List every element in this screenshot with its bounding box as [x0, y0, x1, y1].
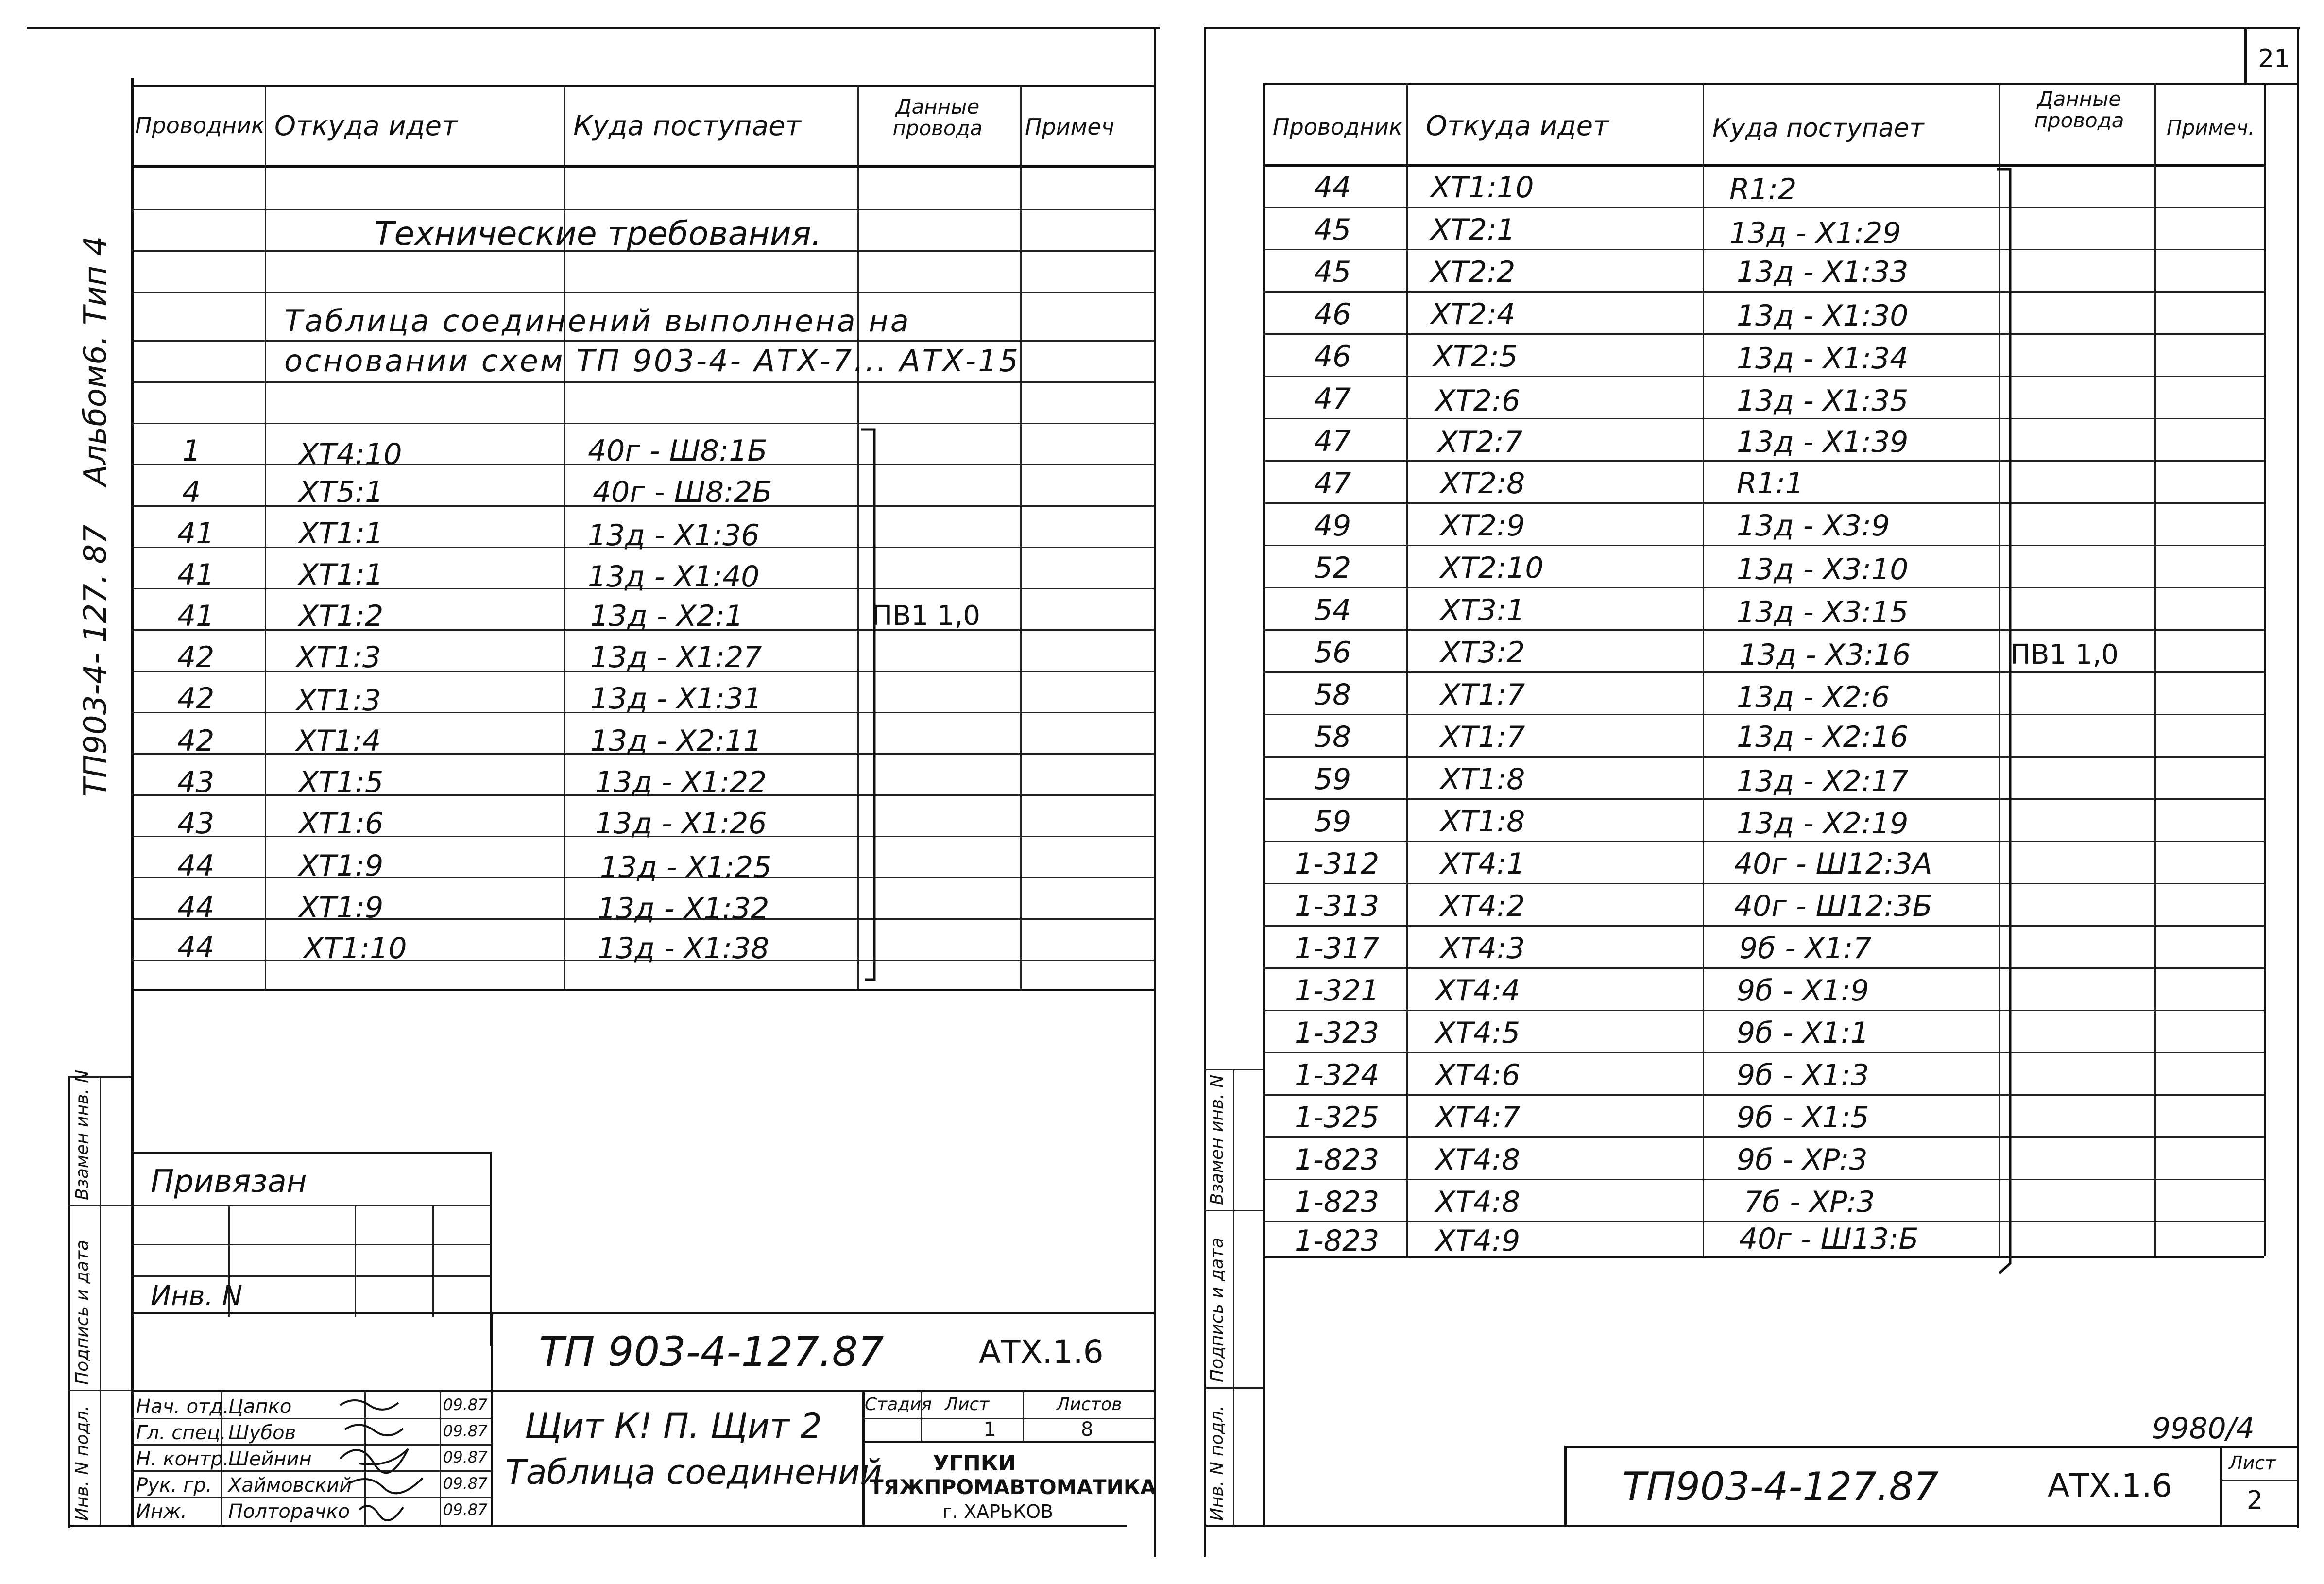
table-row-cell: 4 [182, 475, 201, 509]
table-row-cell: 42 [177, 682, 215, 716]
table-row-cell: XT1:5 [299, 765, 384, 799]
right-col-header-wire-data: Данные провода [2034, 87, 2124, 133]
table-row-cell: 1-823 [1295, 1185, 1380, 1219]
left-col-header-conductor: Проводник [135, 112, 265, 138]
left-note-line1: Таблица соединений выполнена на [284, 303, 911, 339]
table-row-cell: 13д - X2:6 [1737, 680, 1890, 714]
table-row-cell: XT1:4 [296, 724, 381, 758]
table-row-cell: XT3:1 [1440, 593, 1525, 627]
table-row-cell: 7б - XP:3 [1744, 1185, 1875, 1219]
sign-date: 09.87 [443, 1474, 488, 1493]
table-row-cell: XT2:4 [1431, 297, 1516, 331]
right-stamp-label-repl: Взамен инв. N [1207, 1074, 1227, 1205]
org-line2: ТЯЖПРОМАВТОМАТИКА [870, 1475, 1156, 1499]
table-row-cell: 46 [1314, 340, 1351, 374]
right-col-header-to: Куда поступает [1712, 114, 1924, 143]
right-wire-bracket [1996, 165, 2025, 1283]
right-stamp-label-inv: Инв. N подл. [1207, 1405, 1227, 1521]
table-row-cell: 44 [177, 849, 215, 883]
left-frame-inner [131, 78, 134, 1526]
sign-date: 09.87 [443, 1500, 488, 1519]
table-row-cell: XT4:1 [1440, 847, 1525, 881]
table-row-cell: 1-325 [1295, 1101, 1380, 1135]
table-row-cell: 13д - X1:33 [1737, 255, 1909, 289]
table-row-cell: XT1:2 [299, 599, 384, 633]
table-row-cell: 1-823 [1295, 1143, 1380, 1177]
table-row-cell: XT1:3 [296, 684, 381, 718]
right-list-label: Лист [2229, 1452, 2276, 1474]
table-row-cell: 13д - X3:16 [1739, 638, 1911, 672]
left-side-code: ТП903-4- 127. 87 [78, 524, 114, 797]
left-frame-right [1154, 27, 1156, 1557]
table-row-cell: XT2:10 [1440, 551, 1544, 585]
table-row-cell: 44 [1314, 171, 1351, 205]
table-row-cell: 13д - X1:22 [595, 765, 767, 799]
sign-date: 09.87 [443, 1422, 488, 1440]
table-row-cell: XT2:7 [1438, 425, 1523, 459]
table-row-cell: 9б - X1:3 [1737, 1058, 1869, 1092]
table-row-cell: XT4:2 [1440, 889, 1525, 923]
right-frame-inner [1263, 83, 1265, 1526]
table-row-cell: 1-323 [1295, 1016, 1380, 1050]
table-row-cell: XT1:8 [1440, 805, 1525, 839]
left-requirements-title: Технические требования. [374, 215, 822, 253]
right-frame-bottom [1204, 1525, 2299, 1527]
table-row-cell: 13д - X1:34 [1737, 342, 1909, 376]
table-row-cell: 13д - X1:35 [1737, 384, 1909, 418]
table-row-cell: XT4:9 [1435, 1224, 1521, 1258]
right-list-number: 2 [2247, 1486, 2263, 1515]
sign-role: Гл. спец. [136, 1422, 226, 1444]
table-row-cell: 46 [1314, 297, 1351, 331]
table-row-cell: XT1:7 [1440, 720, 1525, 754]
table-row-cell: 13д - X1:36 [588, 518, 760, 552]
table-row-cell: 49 [1314, 509, 1351, 543]
table-row-cell: 9б - XP:3 [1737, 1143, 1868, 1177]
left-stamp-strip-left [68, 1076, 70, 1528]
left-title-line2: Таблица соединений [505, 1452, 882, 1492]
left-stamp-strip-mid [100, 1076, 101, 1525]
table-row-cell: XT4:7 [1435, 1101, 1521, 1135]
sign-role: Рук. гр. [136, 1474, 212, 1497]
table-row-cell: XT1:1 [299, 517, 384, 551]
left-doc-suffix: АТХ.1.6 [979, 1333, 1104, 1371]
sign-name: Шубов [228, 1422, 296, 1444]
table-row-cell: 40г - Ш12:3Б [1734, 889, 1932, 923]
right-doc-code: ТП903-4-127.87 [1623, 1464, 1939, 1509]
table-row-cell: XT1:6 [299, 807, 384, 841]
table-row-cell: 1-321 [1295, 974, 1380, 1008]
table-row-cell: 13д - X1:30 [1737, 299, 1909, 333]
left-wire-bracket [860, 428, 889, 981]
table-row-cell: 40г - Ш8:1Б [588, 434, 768, 468]
table-row-cell: 13д - X1:25 [600, 850, 772, 884]
table-row-cell: 1-317 [1295, 931, 1380, 965]
table-row-cell: 13д - X2:19 [1737, 807, 1909, 841]
archive-number: 9980/4 [2152, 1412, 2255, 1446]
table-row-cell: XT4:4 [1435, 974, 1521, 1008]
table-row-cell: 13д - X2:11 [590, 724, 762, 758]
sign-name: Хаймовский [228, 1474, 352, 1497]
table-row-cell: 42 [177, 640, 215, 674]
sheet-number: 1 [984, 1418, 996, 1441]
table-row-cell: 43 [177, 765, 215, 799]
table-row-cell: R1:2 [1729, 172, 1797, 207]
privyazan-label: Привязан [151, 1164, 307, 1200]
right-frame-right [2297, 27, 2299, 1528]
inv-label: Инв. N [151, 1280, 242, 1312]
sheet-header: Лист [945, 1395, 990, 1414]
sign-role: Инж. [136, 1500, 187, 1523]
org-city: г. ХАРЬКОВ [942, 1501, 1054, 1522]
table-row-cell: 13д - X1:27 [590, 640, 762, 674]
table-row-cell: XT5:1 [299, 475, 384, 509]
table-row-cell: 47 [1314, 466, 1351, 500]
left-frame-top [27, 27, 1160, 29]
table-row-cell: 9б - X1:1 [1737, 1016, 1869, 1050]
left-doc-code: ТП 903-4-127.87 [539, 1328, 884, 1376]
left-wire-data: ПВ1 1,0 [872, 600, 981, 632]
table-row-cell: XT2:2 [1431, 255, 1516, 289]
left-stamp-label-sign: Подпись и дата [72, 1240, 92, 1385]
right-wire-data: ПВ1 1,0 [2010, 639, 2119, 671]
left-col-header-wire-data: Данные провода [892, 95, 983, 140]
table-row-cell: 59 [1314, 805, 1351, 839]
left-note-line2: основании схем ТП 903-4- АТХ-7... АТХ-15 [284, 343, 1021, 379]
table-row-cell: R1:1 [1737, 466, 1804, 500]
right-doc-suffix: АТХ.1.6 [2048, 1467, 2172, 1504]
table-row-cell: 9б - X1:9 [1737, 974, 1869, 1008]
table-row-cell: 44 [177, 930, 215, 964]
table-row-cell: 1-823 [1295, 1224, 1380, 1258]
table-row-cell: 13д - X3:15 [1737, 595, 1909, 629]
table-row-cell: XT1:7 [1440, 678, 1525, 712]
sign-name: Шейнин [228, 1448, 312, 1470]
signature-scribbles [330, 1391, 437, 1524]
table-row-cell: 1 [182, 434, 201, 468]
table-row-cell: XT2:9 [1440, 509, 1525, 543]
table-row-cell: XT1:9 [299, 891, 384, 925]
table-row-cell: 52 [1314, 551, 1351, 585]
table-row-cell: 40г - Ш13:Б [1739, 1222, 1919, 1256]
table-row-cell: 1-313 [1295, 889, 1380, 923]
table-row-cell: 1-312 [1295, 847, 1380, 881]
table-row-cell: 47 [1314, 382, 1351, 416]
table-row-cell: 54 [1314, 593, 1351, 627]
table-row-cell: XT4:3 [1440, 931, 1525, 965]
left-table-top [131, 85, 1154, 87]
table-row-cell: 41 [177, 517, 215, 551]
table-row-cell: 45 [1314, 255, 1351, 289]
table-row-cell: 13д - X1:38 [598, 931, 769, 965]
table-row-cell: 13д - X3:10 [1737, 552, 1909, 586]
table-row-cell: 13д - X2:16 [1737, 720, 1909, 754]
table-row-cell: 13д - X1:26 [595, 807, 767, 841]
left-stamp-label-repl: Взамен инв. N [72, 1069, 92, 1200]
table-row-cell: 13д - X1:31 [590, 682, 762, 716]
table-row-cell: XT4:10 [299, 437, 402, 471]
table-row-cell: 40г - Ш8:2Б [593, 475, 772, 509]
sign-name: Цапко [228, 1395, 292, 1418]
table-row-cell: 58 [1314, 720, 1351, 754]
right-col-header-conductor: Проводник [1273, 114, 1402, 140]
table-row-cell: 47 [1314, 424, 1351, 458]
table-row-cell: XT2:1 [1431, 213, 1516, 247]
table-row-cell: 13д - X1:40 [588, 560, 760, 594]
table-row-cell: XT4:6 [1435, 1058, 1521, 1092]
table-row-cell: 1-324 [1295, 1058, 1380, 1092]
sign-date: 09.87 [443, 1448, 488, 1466]
left-header-bottom [131, 165, 1154, 168]
table-row-cell: 13д - X1:39 [1737, 425, 1909, 459]
left-col-header-from: Откуда идет [274, 110, 458, 142]
table-row-cell: 41 [177, 599, 215, 633]
table-row-cell: 9б - X1:7 [1739, 931, 1872, 965]
left-stamp-label-inv: Инв. N подл. [72, 1405, 92, 1521]
table-row-cell: 59 [1314, 762, 1351, 796]
left-col-header-note: Примеч [1025, 114, 1114, 140]
table-row-cell: XT1:8 [1440, 762, 1525, 796]
table-row-cell: XT2:5 [1433, 340, 1518, 374]
title-block-top [131, 1312, 1154, 1314]
table-row-cell: 43 [177, 807, 215, 841]
table-row-cell: 42 [177, 724, 215, 758]
table-row-cell: XT1:3 [296, 640, 381, 674]
table-row-cell: 58 [1314, 678, 1351, 712]
left-side-album: Альбом6. Тип 4 [78, 236, 114, 486]
table-row-cell: 13д - X3:9 [1737, 509, 1890, 543]
table-row-cell: XT4:5 [1435, 1016, 1521, 1050]
table-row-cell: XT1:10 [304, 931, 407, 965]
org-line1: УГПКИ [933, 1451, 1016, 1476]
right-frame-top [1204, 27, 2300, 29]
table-row-cell: XT1:10 [1431, 171, 1534, 205]
page-number: 21 [2258, 44, 2290, 73]
table-row-cell: 13д - X1:29 [1729, 216, 1901, 250]
sheets-header: Листов [1057, 1395, 1122, 1414]
table-row-cell: XT2:8 [1440, 466, 1525, 500]
left-title-line1: Щит К! П. Щит 2 [525, 1406, 822, 1446]
table-row-cell: 9б - X1:5 [1737, 1101, 1869, 1135]
table-row-cell: 13д - X2:17 [1737, 764, 1909, 798]
table-row-cell: XT1:1 [299, 558, 384, 592]
right-stamp-label-sign: Подпись и дата [1207, 1237, 1227, 1382]
sign-role: Нач. отд. [136, 1395, 229, 1418]
table-row-cell: 44 [177, 891, 215, 925]
table-row-cell: XT4:8 [1435, 1185, 1521, 1219]
table-row-cell: XT2:6 [1435, 384, 1521, 418]
table-row-cell: 41 [177, 558, 215, 592]
stage-header: Стадия [865, 1395, 932, 1414]
table-row-cell: 13д - X1:32 [598, 892, 769, 926]
right-col-header-note: Примеч. [2167, 116, 2255, 139]
sheets-total: 8 [1081, 1418, 1094, 1441]
sign-name: Полторачко [228, 1500, 350, 1523]
table-row-cell: 40г - Ш12:3А [1734, 847, 1932, 881]
right-col-header-from: Откуда идет [1426, 110, 1609, 142]
table-row-cell: XT3:2 [1440, 636, 1525, 670]
left-frame-bottom [68, 1525, 1127, 1527]
left-col-header-to: Куда поступает [573, 110, 802, 142]
table-row-cell: 45 [1314, 213, 1351, 247]
sign-role: Н. контр. [136, 1448, 229, 1470]
table-row-cell: 56 [1314, 636, 1351, 670]
sign-date: 09.87 [443, 1395, 488, 1414]
table-row-cell: XT4:8 [1435, 1143, 1521, 1177]
table-row-cell: XT1:9 [299, 849, 384, 883]
table-row-cell: 13д - X2:1 [590, 599, 744, 633]
